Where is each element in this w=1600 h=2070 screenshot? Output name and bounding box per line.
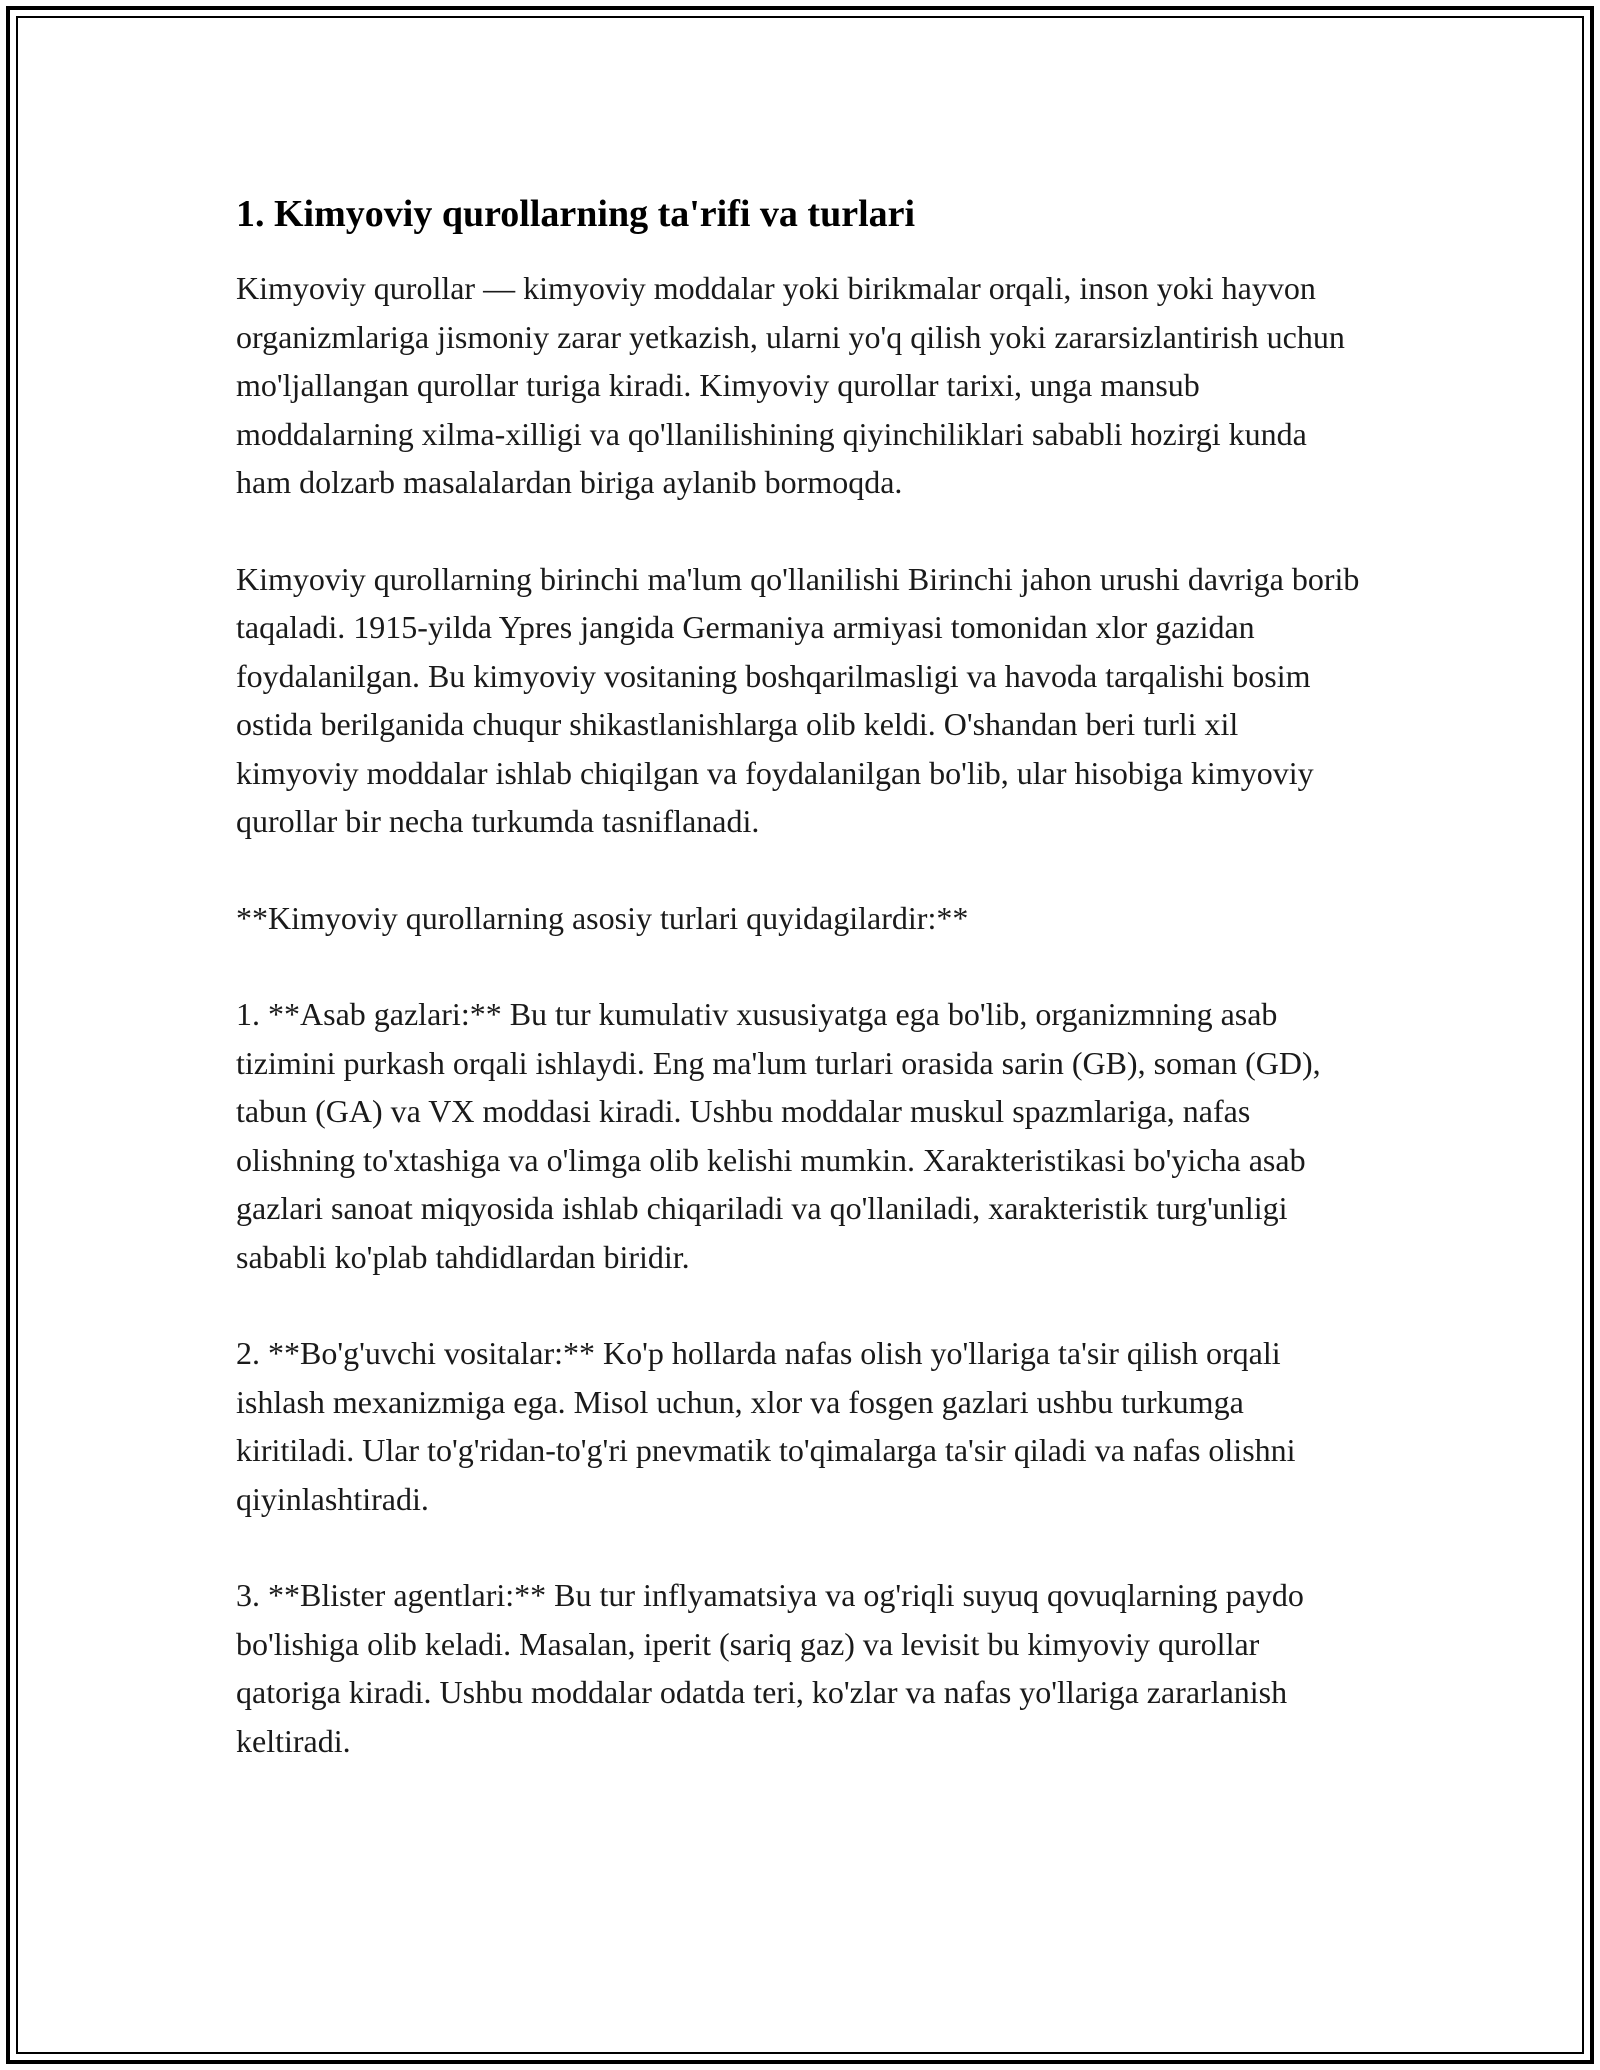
paragraph-types-intro: **Kimyoviy qurollarning asosiy turlari quyidagilardir:** [236, 899, 969, 936]
section-title: 1. Kimyoviy qurollarning ta'rifi va turlari [236, 193, 916, 235]
list-item-choking-agents: 2. **Bo'g'uvchi vositalar:** Ko'p hollarda nafas olish yo'llariga ta'sir qilish orqali ishlash mexanizmiga ega. Misol uchun, xlor va fosgen gazlari ushbu turkumga kiritiladi. Ular to'g'ridan-to'g'ri pnevmatik to'qimalarga ta'sir qiladi va nafas olishni qiyinlashtiradi. [236, 1335, 1296, 1517]
document-body [236, 186, 1366, 1813]
list-item-blister-agents: 3. **Blister agentlari:** Bu tur inflyamatsiya va og'riqli suyuq qovuqlarning paydo bo'lishiga olib keladi. Masalan, iperit (sariq gaz) va levisit bu kimyoviy qurollar qatoriga kiradi. Ushbu moddalar odatda teri, ko'zlar va nafas yo'llariga zararlanish keltiradi. [236, 1577, 1304, 1759]
paragraph-definition: Kimyoviy qurollar — kimyoviy moddalar yoki birikmalar orqali, inson yoki hayvon organizmlariga jismoniy zarar yetkazish, ularni yo'q qilish yoki zararsizlantirish uchun mo'ljallangan qurollar turiga kiradi. Kimyoviy qurollar tarixi, unga mansub moddalarning xilma-xilligi va qo'llanilishining qiyinchiliklari sababli hozirgi kunda ham dolzarb masalalardan biriga aylanib bormoqda. [236, 270, 1345, 500]
paragraph-history: Kimyoviy qurollarning birinchi ma'lum qo'llanilishi Birinchi jahon urushi davriga borib taqaladi. 1915-yilda Ypres jangida Germaniya armiyasi tomonidan xlor gazidan foydalanilgan. Bu kimyoviy vositaning boshqarilmasligi va havoda tarqalishi bosim ostida berilganida chuqur shikastlanishlarga olib keldi. O'shandan beri turli xil kimyoviy moddalar ishlab chiqilgan va foydalanilgan bo'lib, ular hisobiga kimyoviy qurollar bir necha turkumda tasniflanadi. [236, 560, 1360, 839]
list-item-nerve-agents: 1. **Asab gazlari:** Bu tur kumulativ xususiyatga ega bo'lib, organizmning asab tizimini purkash orqali ishlaydi. Eng ma'lum turlari orasida sarin (GB), soman (GD), tabun (GA) va VX moddasi kiradi. Ushbu moddalar muskul spazmlariga, nafas olishning to'xtashiga va o'limga olib kelishi mumkin. Xarakteristikasi bo'yicha asab gazlari sanoat miqyosida ishlab chiqariladi va qo'llaniladi, xarakteristik turg'unligi sababli ko'plab tahdidlardan biridir. [236, 996, 1321, 1275]
